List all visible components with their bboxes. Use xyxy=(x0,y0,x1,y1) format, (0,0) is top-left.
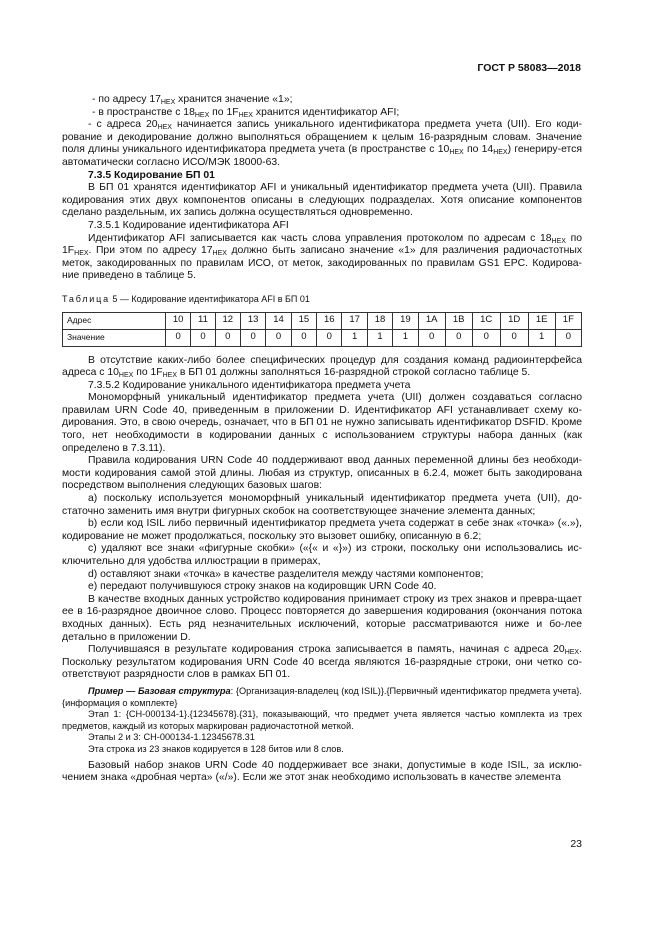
subsection-heading: 7.3.5.2 Кодирование уникального идентификатора предмета учета xyxy=(88,379,411,391)
paragraph: - с адреса $20_{HEX}$ начинается запись уникального идентификатора предмета учета (UII). Его коди-рование и декодирование должно выполняться обращением к целым 16-разрядным словам. Значение поля длины уникального идентификатора предмета учета (в пространстве с $10_{HEX}$ по $14_{HEX}$) генериру-ется автоматически согласно ИСО/МЭК 18000-63. xyxy=(62,119,582,168)
list-item: а) поскольку используется мономорфный уникальный идентификатор предмета учета (UII), до-статочно заменить имя внутри фигурных скобок на соответствующее значение элемента данных; xyxy=(62,493,582,517)
table-cell: 10 xyxy=(166,312,191,329)
table-cell: 12 xyxy=(215,312,240,329)
table-cell: 0 xyxy=(555,329,581,346)
paragraph: Правила кодирования URN Code 40 поддерживают ввод данных переменной длины без необходи-мости кодирования самой этой длины. Любая из структур, описанных в 6.2.4, может быть закодирована посредством выполнения следующих базовых шагов: xyxy=(62,455,582,492)
table-cell: 1 xyxy=(393,329,418,346)
table-cell: 0 xyxy=(215,329,240,346)
afi-table xyxy=(62,312,582,347)
table-cell: 19 xyxy=(393,312,418,329)
table-cell: 0 xyxy=(418,329,445,346)
page-number: 23 xyxy=(570,838,582,850)
table-cell: 0 xyxy=(191,329,215,346)
table-cell: 0 xyxy=(317,329,342,346)
table-cell: 11 xyxy=(191,312,215,329)
table-cell: 13 xyxy=(240,312,265,329)
table-cell: 1A xyxy=(418,312,445,329)
row-label: Значение xyxy=(63,329,166,346)
document-id: ГОСТ Р 58083—2018 xyxy=(477,62,581,74)
table-cell: 16 xyxy=(317,312,342,329)
example-line: Эта строка из 23 знаков кодируется в 128 битов или 8 слов. xyxy=(88,743,344,754)
paragraph: В отсутствие каких-либо более специфических процедур для создания команд радиоинтерфейса адреса с $10_{HEX}$ по $1F_{HEX}$ в БП 01 должны заполняться 16-разрядной строкой согласно таблице 5. xyxy=(62,354,582,380)
list-item: c) удаляют все знаки «фигурные скобки» («{« и «}») из строки, поскольку они использовались ис-ключительно для удобства иллюстрации в примерах, xyxy=(62,543,582,567)
table-cell: 1F xyxy=(555,312,581,329)
table-cell: 0 xyxy=(472,329,500,346)
table-cell: 1B xyxy=(445,312,472,329)
table-cell: 1D xyxy=(500,312,528,329)
example-line: Этап 1: {CH-000134-1}.{12345678}.{31}, показывающий, что предмет учета является частью комплекта из трех предметов, каждый из которых маркирован радиочастотной меткой. xyxy=(62,709,582,731)
row-label: Адрес xyxy=(63,312,166,329)
table-cell: 1C xyxy=(472,312,500,329)
paragraph: Мономорфный уникальный идентификатор предмета учета (UII) должен создаваться согласно правилам URN Code 40, приведенным в приложении D. Идентификатор AFI устанавливает схему ко-дирования. Это, в свою очередь, означает, что в БП 01 не нужно записывать идентификатор DSFID. Кроме того, нет необходимости в кодировании данных с использованием структуры набора данных (как определено в 7.3.11). xyxy=(62,392,582,454)
list-item: b) если код ISIL либо первичный идентификатор предмета учета содержат в себе знак «точка» («.»), кодирование не может продолжаться, поскольку это вызовет ошибку, описанную в 6.2; xyxy=(62,518,582,542)
page-content xyxy=(62,94,582,785)
table-cell: 14 xyxy=(266,312,291,329)
table-cell: 15 xyxy=(291,312,316,329)
table-cell: 1 xyxy=(342,329,367,346)
table-cell: 0 xyxy=(500,329,528,346)
table-cell: 0 xyxy=(240,329,265,346)
table-cell: 0 xyxy=(266,329,291,346)
paragraph: В БП 01 хранятся идентификатор AFI и уникальный идентификатор предмета учета (UII). Правила кодирования этих двух компонентов описаны в следующих подразделах. Хотя описание компонентов сделано раздельным, их запись должна осуществляться одновременно. xyxy=(62,182,582,219)
list-item: - в пространстве с $18_{HEX}$ по $1F_{HEX}$ хранится идентификатор AFI; xyxy=(92,106,400,119)
list-item: - по адресу $17_{HEX}$ хранится значение «1»; xyxy=(92,94,293,106)
table-cell: 0 xyxy=(291,329,316,346)
table-caption: Таблица 5 — Кодирование идентификатора AFI в БП 01 xyxy=(62,293,310,304)
example-block: Пример — Базовая структура: {Организация-владелец (код ISIL)}.{Первичный идентификатор предмета учета}.{информация о комплекте} xyxy=(62,685,582,708)
table-cell: 0 xyxy=(166,329,191,346)
table-cell: 1 xyxy=(367,329,392,346)
subsection-heading: 7.3.5.1 Кодирование идентификатора AFI xyxy=(88,219,289,231)
table-cell: 1E xyxy=(528,312,555,329)
paragraph: В качестве входных данных устройство кодирования принимает строку из трех знаков и превра-щает ее в 16-разрядное двоичное слово. Процесс повторяется до завершения кодирования (окончания потока входных данных). Есть ряд незначительных исключений, которые рассматриваются ниже и бо-лее детально в приложении D. xyxy=(62,593,582,643)
table-cell: 17 xyxy=(342,312,367,329)
table-row-address xyxy=(63,312,582,329)
list-item: d) оставляют знаки «точка» в качестве разделителя между частями компонентов; xyxy=(88,568,484,580)
table-cell: 1 xyxy=(528,329,555,346)
list-item: e) передают получившуюся строку знаков на кодировщик URN Code 40. xyxy=(88,581,437,593)
paragraph: Базовый набор знаков URN Code 40 поддерживает все знаки, допустимые в коде ISIL, за исклю-чением знака «дробная черта» («/»). Если же этот знак необходимо использовать в качестве элемента xyxy=(62,759,582,784)
table-cell: 0 xyxy=(445,329,472,346)
table-row-value xyxy=(63,329,582,346)
table-cell: 18 xyxy=(367,312,392,329)
paragraph: Идентификатор AFI записывается как часть слова управления протоколом по адресам с $18_{HEX}$ по $1F_{HEX}$. При этом по адресу $17_{HEX}$ должно быть записано значение «1» для различения радиочастотных меток, закодированных по правилам ИСО, от меток, закодированных по правилам GS1 EPC. Кодирова-ние приведено в таблице 5. xyxy=(62,232,583,282)
section-heading: 7.3.5 Кодирование БП 01 xyxy=(88,169,215,181)
example-line: Этапы 2 и 3: CH-000134-1.12345678.31 xyxy=(88,732,255,743)
paragraph: Получившаяся в результате кодирования строка записывается в память, начиная с адреса $20_{HEX}$. Поскольку результатом кодирования URN Code 40 всегда являются 16-разрядные строки, они четко со-ответствуют разрядности слов в рамках БП 01. xyxy=(62,644,582,681)
